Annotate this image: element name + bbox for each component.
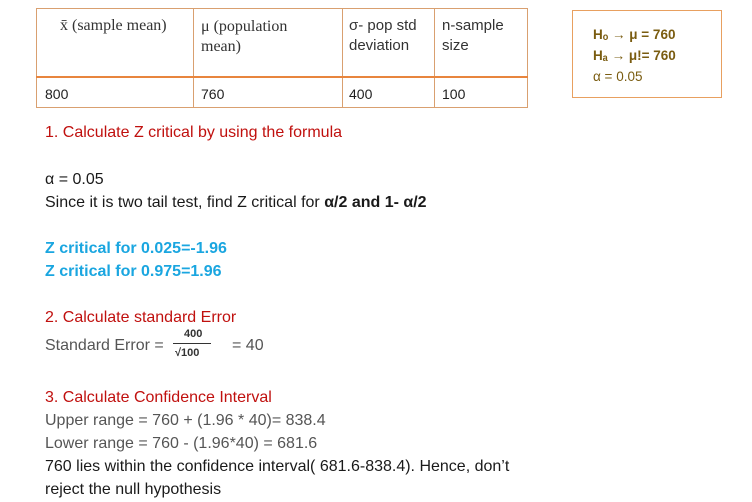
table-border (36, 76, 528, 78)
value-sample-mean: 800 (45, 86, 69, 102)
table-border (36, 8, 37, 108)
table-border (434, 8, 435, 108)
lower-range: Lower range = 760 - (1.96*40) = 681.6 (45, 435, 318, 452)
value-population-mean: 760 (201, 86, 225, 102)
alpha-value: α = 0.05 (593, 69, 643, 84)
value-sample-size: 100 (442, 86, 466, 102)
z-critical-upper: Z critical for 0.975=1.96 (45, 263, 222, 280)
header-pop-std-dev: σ- pop std deviation (349, 17, 417, 54)
table-border (193, 8, 194, 108)
header-sample-mean: x̄ (sample mean) (60, 17, 167, 34)
header-sample-size: n-sample size (442, 17, 504, 54)
step2-title: 2. Calculate standard Error (45, 309, 237, 326)
conclusion-line-2: reject the null hypothesis (45, 481, 222, 498)
alternative-hypothesis: Hₐ → μ!= 760 (593, 48, 676, 63)
alpha-line: α = 0.05 (45, 171, 104, 188)
step1-title: 1. Calculate Z critical by using the formula (45, 124, 343, 141)
hypothesis-box (572, 10, 722, 98)
fraction-denominator: √100 (175, 347, 200, 359)
table-border (36, 8, 528, 9)
fraction-numerator: 400 (184, 328, 203, 340)
table-border (36, 107, 528, 108)
value-pop-std-dev: 400 (349, 86, 373, 102)
two-tail-line: Since it is two tail test, find Z critical for α/2 and 1- α/2 (45, 194, 427, 211)
table-border (527, 8, 528, 108)
standard-error-label: Standard Error = (45, 337, 164, 354)
standard-error-result: = 40 (232, 337, 264, 354)
upper-range: Upper range = 760 + (1.96 * 40)= 838.4 (45, 412, 326, 429)
null-hypothesis: Hₒ → μ = 760 (593, 27, 676, 42)
table-border (342, 8, 343, 108)
z-critical-lower: Z critical for 0.025=-1.96 (45, 240, 227, 257)
fraction-bar (173, 343, 211, 344)
step3-title: 3. Calculate Confidence Interval (45, 389, 272, 406)
header-population-mean: μ (population mean) (201, 18, 288, 55)
conclusion-line-1: 760 lies within the confidence interval( 681.6-838.4). Hence, don’t (45, 458, 510, 475)
